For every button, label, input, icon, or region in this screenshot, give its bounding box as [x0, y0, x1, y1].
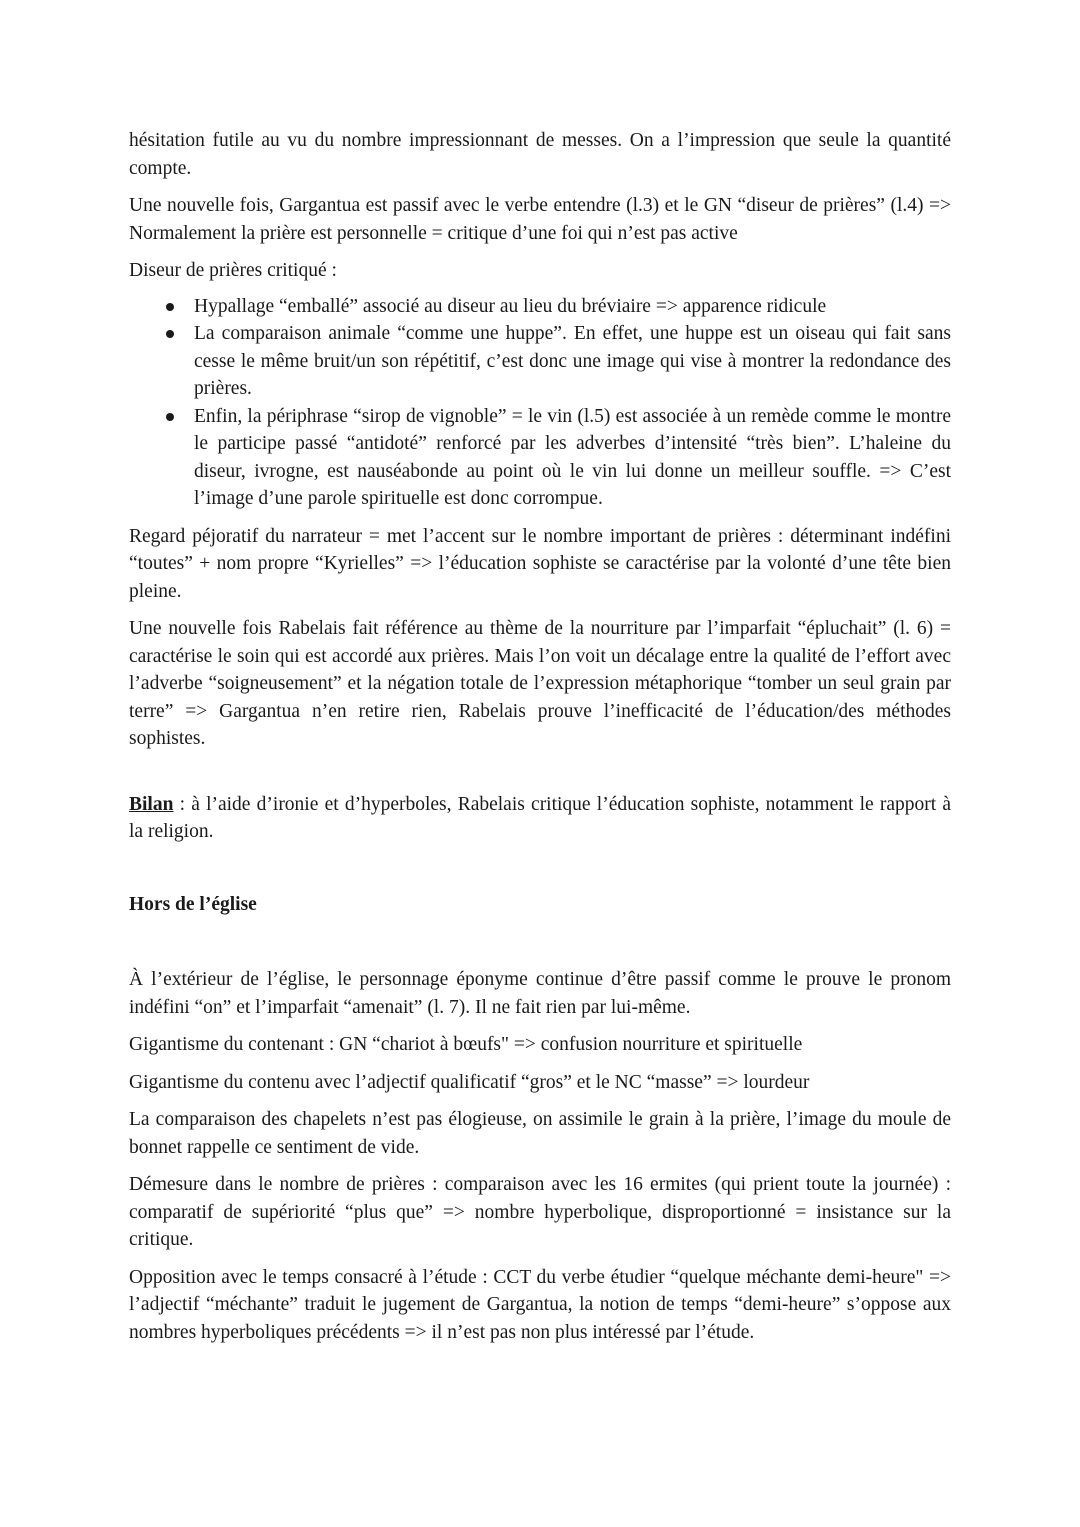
- paragraph-opposition: Opposition avec le temps consacré à l’étude : CCT du verbe étudier “quelque méchante demi-heure" => l’adjectif “méchante” traduit le jugement de Gargantua, la notion de temps “demi-heure” s’oppose aux nombres hyperboliques précédents => il n’est pas non plus intéressé par l’étude.: [129, 1266, 951, 1343]
- paragraph-passif-entendre: Une nouvelle fois, Gargantua est passif avec le verbe entendre (l.3) et le GN “diseur de prières” (l.4) => Normalement la prière est personnelle = critique d’une foi qui n’est pas active: [129, 195, 951, 244]
- paragraph-exterieur: À l’extérieur de l’église, le personnage éponyme continue d’être passif comme le prouve le pronom indéfini “on” et l’imparfait “amenait” (l. 7). Il ne fait rien par lui-même.: [129, 969, 951, 1018]
- paragraph-regard-pejoratif: Regard péjoratif du narrateur = met l’accent sur le nombre important de prières : déterminant indéfini “toutes” + nom propre “Kyrielles” => l’éducation sophiste se caractérise par la volonté d’une tête bien pleine.: [129, 525, 951, 602]
- paragraph-contenu: Gigantisme du contenu avec l’adjectif qualificatif “gros” et le NC “masse” => lourdeur: [129, 1071, 810, 1093]
- list-item-text: Hypallage “emballé” associé au diseur au lieu du bréviaire => apparence ridicule: [194, 295, 827, 317]
- bullet-icon: [166, 303, 174, 311]
- document-page: [129, 127, 951, 1356]
- list-item-text: Enfin, la périphrase “sirop de vignoble” = le vin (l.5) est associée à un remède comme le montre le participe passé “antidoté” renforcé par les adverbes d’intensité “très bien”. L’haleine du diseur, ivrogne, est nauséabonde au point où le vin lui donne un meilleur souffle. => C’est l’image d’une parole spirituelle est donc corrompue.: [194, 405, 951, 509]
- list-item: [129, 293, 951, 321]
- paragraph-contenant: Gigantisme du contenant : GN “chariot à bœufs" => confusion nourriture et spirituelle: [129, 1034, 803, 1055]
- bullet-icon: [166, 330, 174, 338]
- list-item: [129, 403, 951, 513]
- section-heading: Hors de l’église: [129, 893, 257, 915]
- paragraph-bilan: [129, 791, 951, 846]
- bullet-list: [129, 293, 951, 513]
- paragraph-diseur-intro: Diseur de prières critiqué :: [129, 260, 337, 281]
- list-item-text: La comparaison animale “comme une huppe”. En effet, une huppe est un oiseau qui fait sans cesse le même bruit/un son répétitif, c’est donc une image qui vise à montrer la redondance des prières.: [194, 323, 951, 399]
- bullet-icon: [166, 413, 174, 421]
- bilan-label: Bilan: [129, 793, 174, 815]
- paragraph-hesitation: hésitation futile au vu du nombre impressionnant de messes. On a l’impression que seule la quantité compte.: [129, 130, 951, 179]
- list-item: [129, 320, 951, 403]
- paragraph-chapelets: La comparaison des chapelets n’est pas élogieuse, on assimile le grain à la prière, l’image du moule de bonnet rappelle ce sentiment de vide.: [129, 1109, 951, 1158]
- bilan-text: : à l’aide d’ironie et d’hyperboles, Rabelais critique l’éducation sophiste, notamment le rapport à la religion.: [129, 793, 951, 842]
- paragraph-nourriture: Une nouvelle fois Rabelais fait référence au thème de la nourriture par l’imparfait “épluchait” (l. 6) = caractérise le soin qui est accordé aux prières. Mais l’on voit un décalage entre la qualité de l’effort avec l’adverbe “soigneusement” et la négation totale de l’expression métaphorique “tomber un seul grain par terre” => Gargantua n’en retire rien, Rabelais prouve l’inefficacité de l’éducation/des méthodes sophistes.: [129, 618, 951, 749]
- paragraph-demesure: Démesure dans le nombre de prières : comparaison avec les 16 ermites (qui prient toute la journée) : comparatif de supériorité “plus que” => nombre hyperbolique, disproportionné = insistance sur la critique.: [129, 1174, 951, 1250]
